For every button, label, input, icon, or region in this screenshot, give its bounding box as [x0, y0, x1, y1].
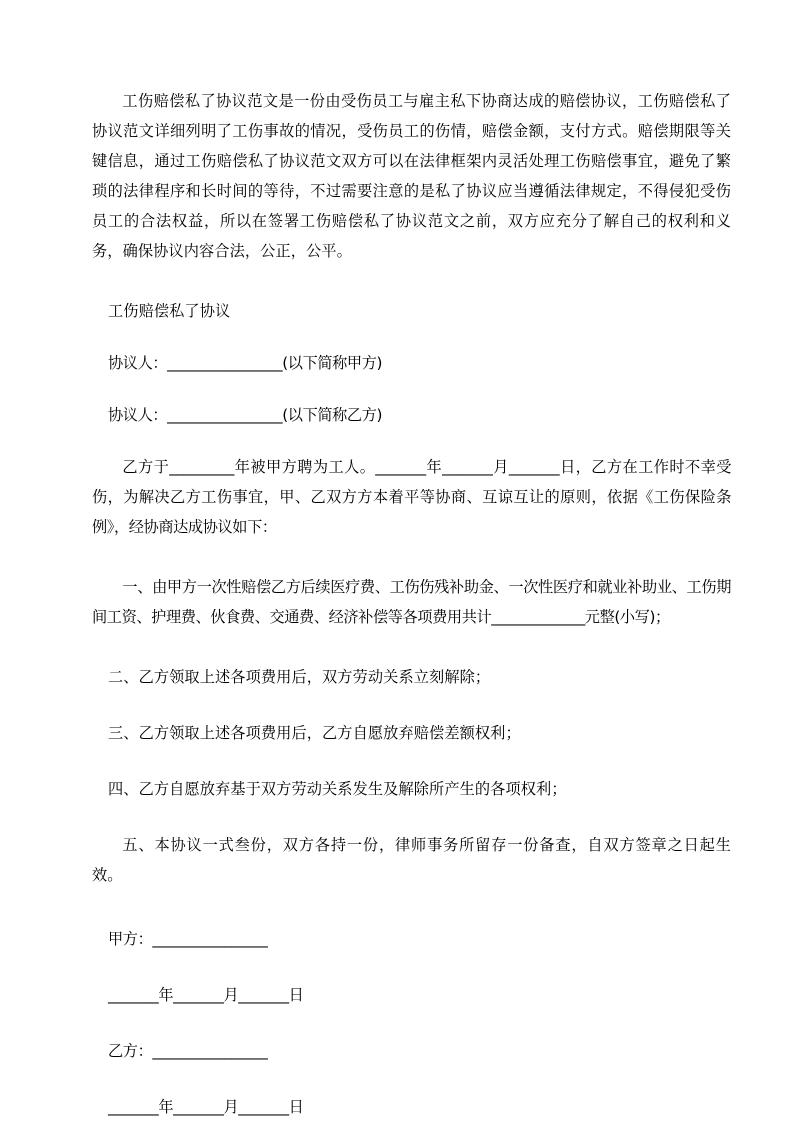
party-a-declaration: 协议人：________________(以下简称甲方) [108, 354, 383, 372]
intro-paragraph: 工伤赔偿私了协议范文是一份由受伤员工与雇主私下协商达成的赔偿协议，工伤赔偿私了协议范文详细列明了工伤事故的情况，受伤员工的伤情，赔偿金额，支付方式。赔偿期限等关键信息，通过工伤赔偿私了协议范文双方可以在法律框架内灵活处理工伤赔偿事宜，避免了繁琐的法律程序和长时间的等待，不过需要注意的是私了协议应当遵循法律规定，不得侵犯受伤员工的合法权益，所以在签署工伤赔偿私了协议范文之前，双方应充分了解自己的权利和义务，确保协议内容合法，公正，公平。 [92, 92, 731, 260]
preamble-paragraph: 乙方于_________年被甲方聘为工人。_______年_______月_______日，乙方在工作时不幸受伤，为解决乙方工伤事宜，甲、乙双方方本着平等协商、互谅互让的原则，依据《工伤保险条例》，经协商达成协议如下： [92, 458, 731, 536]
spacer-before-clauses [92, 554, 731, 572]
clause-item-5: 五、本协议一式叁份，双方各持一份，律师事务所留存一份备查，自双方签章之日起生效。 [92, 836, 731, 884]
spacer-sig-b [92, 1066, 731, 1092]
spacer-clause-1 [92, 644, 731, 662]
spacer-before-signatures [92, 902, 731, 924]
spacer-after-parties [92, 430, 731, 452]
party-b-signature-line: 乙方：________________ [108, 1042, 268, 1060]
spacer-sig-a [92, 954, 731, 980]
spacer-clause-2 [92, 692, 731, 718]
spacer-after-title [92, 326, 731, 348]
party-b-date-line: _______年_______月_______日 [108, 1098, 304, 1116]
clause-item-1: 一、由甲方一次性赔偿乙方后续医疗费、工伤伤残补助金、一次性医疗和就业补助业、工伤期间工资、护理费、伙食费、交通费、经济补偿等各项费用共计_____________元整(小写)； [92, 578, 731, 626]
clause-item-2: 二、乙方领取上述各项费用后，双方劳动关系立刻解除； [108, 668, 491, 686]
document-body [92, 86, 731, 1122]
clause-item-4: 四、乙方自愿放弃基于双方劳动关系发生及解除所产生的各项权利； [108, 780, 567, 798]
spacer-after-intro [92, 278, 731, 296]
signature-block [92, 924, 731, 1122]
party-b-declaration: 协议人：________________(以下简称乙方) [108, 406, 383, 424]
spacer-between-parties [92, 378, 731, 400]
party-a-date-line: _______年_______月_______日 [108, 986, 304, 1004]
spacer-clause-4 [92, 804, 731, 830]
party-a-signature-line: 甲方：________________ [108, 930, 268, 948]
clause-item-3: 三、乙方领取上述各项费用后，乙方自愿放弃赔偿差额权利； [108, 724, 521, 742]
agreement-title: 工伤赔偿私了协议 [108, 302, 231, 320]
spacer-clause-3 [92, 748, 731, 774]
spacer-sig-a-date [92, 1010, 731, 1036]
